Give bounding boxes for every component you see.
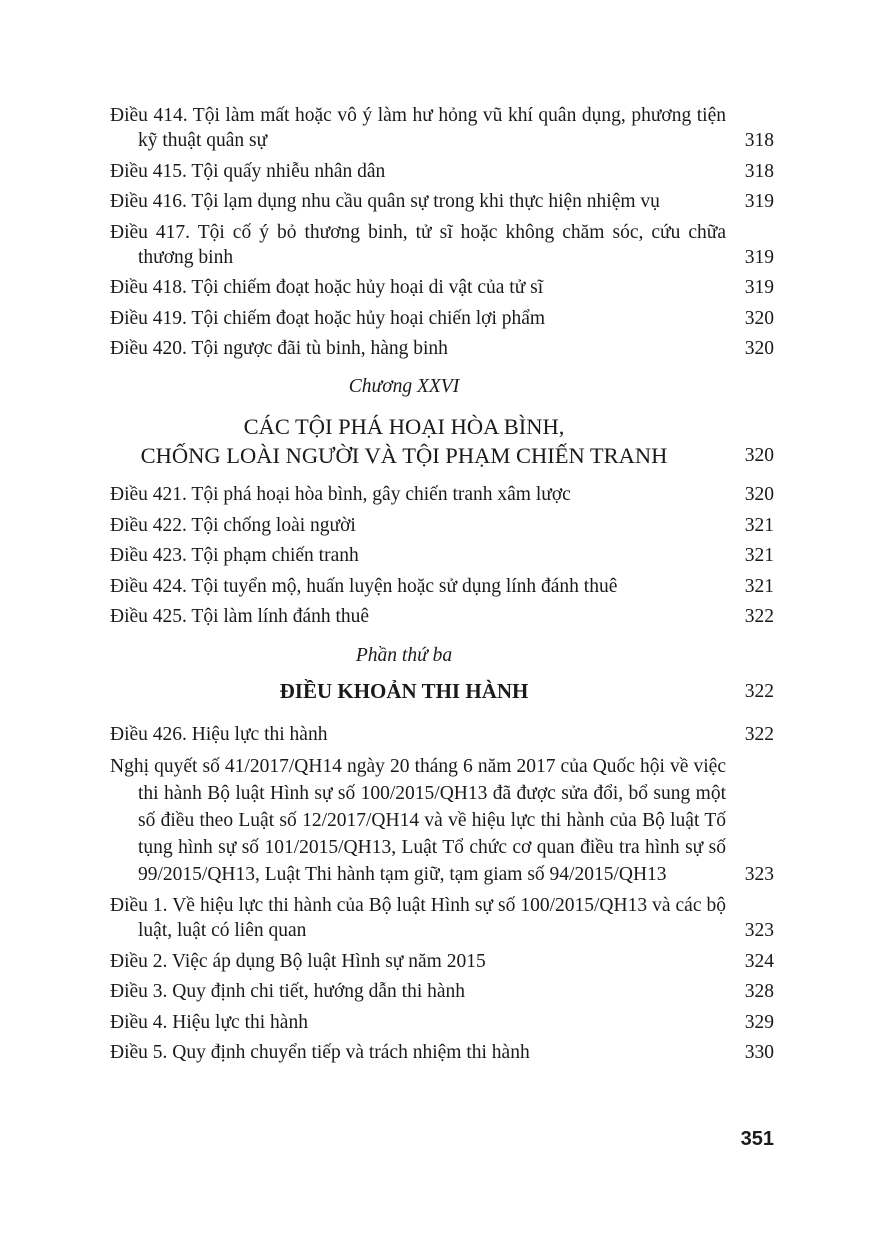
- toc-entry-page: 323: [744, 920, 774, 941]
- toc-entry-title: Điều 414. Tội làm mất hoặc vô ý làm hư hỏng vũ khí quân dụng, phương tiện kỹ thuật quân sự: [110, 105, 726, 151]
- toc-entry: [110, 574, 774, 599]
- toc-entry-title: Điều 3. Quy định chi tiết, hướng dẫn thi hành: [110, 981, 466, 1002]
- toc-entry-page: 318: [744, 160, 774, 182]
- toc-entry: [110, 604, 774, 629]
- toc-entry: [110, 482, 774, 507]
- toc-entry-title: Điều 416. Tội lạm dụng nhu cầu quân sự trong khi thực hiện nhiệm vụ: [110, 191, 660, 212]
- toc-entry: [110, 979, 774, 1004]
- toc-entry: [110, 103, 774, 153]
- toc-group-chapter-25: [110, 103, 774, 367]
- toc-entry-page: 322: [744, 724, 774, 745]
- toc-entry: [110, 753, 774, 888]
- toc-entry-page: 324: [744, 950, 774, 972]
- toc-entry: [110, 722, 774, 747]
- toc-entry-page: 328: [744, 981, 774, 1002]
- toc-entry-page: 329: [744, 1011, 774, 1033]
- chapter-label: Chương XXVI: [348, 376, 460, 397]
- toc-entry-title: Điều 417. Tội cố ý bỏ thương binh, tử sĩ hoặc không chăm sóc, cứu chữa thương binh: [110, 221, 726, 268]
- toc-entry-page: 321: [744, 545, 774, 566]
- toc-entry: [110, 220, 774, 270]
- toc-entry: [110, 189, 774, 214]
- toc-entry: [110, 1040, 774, 1065]
- page-number: 351: [740, 1128, 774, 1150]
- toc-entry: [110, 306, 774, 331]
- toc-entry: [110, 1010, 774, 1035]
- chapter-title: [110, 412, 698, 470]
- toc-entry: [110, 513, 774, 538]
- toc-entry-page: 321: [744, 575, 774, 597]
- chapter-title-line2: CHỐNG LOÀI NGƯỜI VÀ TỘI PHẠM CHIẾN TRANH: [140, 443, 668, 468]
- part-title: ĐIỀU KHOẢN THI HÀNH: [279, 679, 529, 703]
- toc-entry-title: Điều 415. Tội quấy nhiễu nhân dân: [110, 160, 386, 182]
- toc-entry-page: 319: [744, 191, 774, 212]
- toc-entry-page: 320: [744, 484, 774, 505]
- toc-entry-title: Nghị quyết số 41/2017/QH14 ngày 20 tháng 6 năm 2017 của Quốc hội về việc thi hành Bộ luật Hình sự số 100/2015/QH13 đã được sửa đổi, bổ sung một số điều theo Luật số 12/2017/QH14 và về hiệu lực thi hành của Bộ luật Tố tụng hình sự số 101/2015/QH13, Luật Tổ chức cơ quan điều tra hình sự số 99/2015/QH13, Luật Thi hành tạm giữ, tạm giam số 94/2015/QH13: [110, 755, 726, 885]
- toc-entry-page: 319: [744, 277, 774, 298]
- toc-entry-page: 319: [744, 246, 774, 268]
- toc-group-chapter-26: [110, 482, 774, 635]
- toc-entry-page: 321: [744, 514, 774, 536]
- toc-entry-page: 323: [744, 863, 774, 885]
- toc-entry: [110, 949, 774, 974]
- toc-entry-title: Điều 421. Tội phá hoại hòa bình, gây chiến tranh xâm lược: [110, 484, 571, 505]
- toc-entry: [110, 336, 774, 361]
- toc-entry-page: 320: [744, 338, 774, 359]
- chapter-page: 320: [744, 445, 774, 466]
- toc-group-part-3: [110, 722, 774, 1071]
- chapter-title-line1: CÁC TỘI PHÁ HOẠI HÒA BÌNH,: [243, 414, 565, 439]
- toc-entry: [110, 543, 774, 568]
- toc-entry-title: Điều 424. Tội tuyển mộ, huấn luyện hoặc sử dụng lính đánh thuê: [110, 575, 618, 597]
- toc-entry-title: Điều 418. Tội chiếm đoạt hoặc hủy hoại di vật của tử sĩ: [110, 277, 544, 298]
- toc-entry-page: 322: [744, 606, 774, 627]
- toc-entry-page: 318: [744, 130, 774, 151]
- toc-entry: [110, 159, 774, 184]
- part-page: 322: [744, 681, 774, 702]
- toc-entry: [110, 275, 774, 300]
- toc-entry-title: Điều 4. Hiệu lực thi hành: [110, 1011, 308, 1033]
- toc-entry: [110, 893, 774, 943]
- part-label: Phần thứ ba: [355, 645, 453, 666]
- toc-entry-title: Điều 423. Tội phạm chiến tranh: [110, 545, 359, 566]
- toc-entry-title: Điều 2. Việc áp dụng Bộ luật Hình sự năm 2015: [110, 950, 486, 972]
- toc-entry-title: Điều 425. Tội làm lính đánh thuê: [110, 606, 370, 627]
- toc-entry-title: Điều 419. Tội chiếm đoạt hoặc hủy hoại chiến lợi phẩm: [110, 307, 546, 329]
- toc-entry-page: 330: [744, 1042, 774, 1063]
- toc-entry-page: 320: [744, 307, 774, 329]
- toc-entry-title: Điều 420. Tội ngược đãi tù binh, hàng binh: [110, 338, 448, 359]
- toc-entry-title: Điều 426. Hiệu lực thi hành: [110, 724, 328, 745]
- toc-entry-title: Điều 1. Về hiệu lực thi hành của Bộ luật Hình sự số 100/2015/QH13 và các bộ luật, luật có liên quan: [110, 895, 726, 941]
- toc-entry-title: Điều 422. Tội chống loài người: [110, 514, 356, 536]
- toc-entry-title: Điều 5. Quy định chuyển tiếp và trách nhiệm thi hành: [110, 1042, 530, 1063]
